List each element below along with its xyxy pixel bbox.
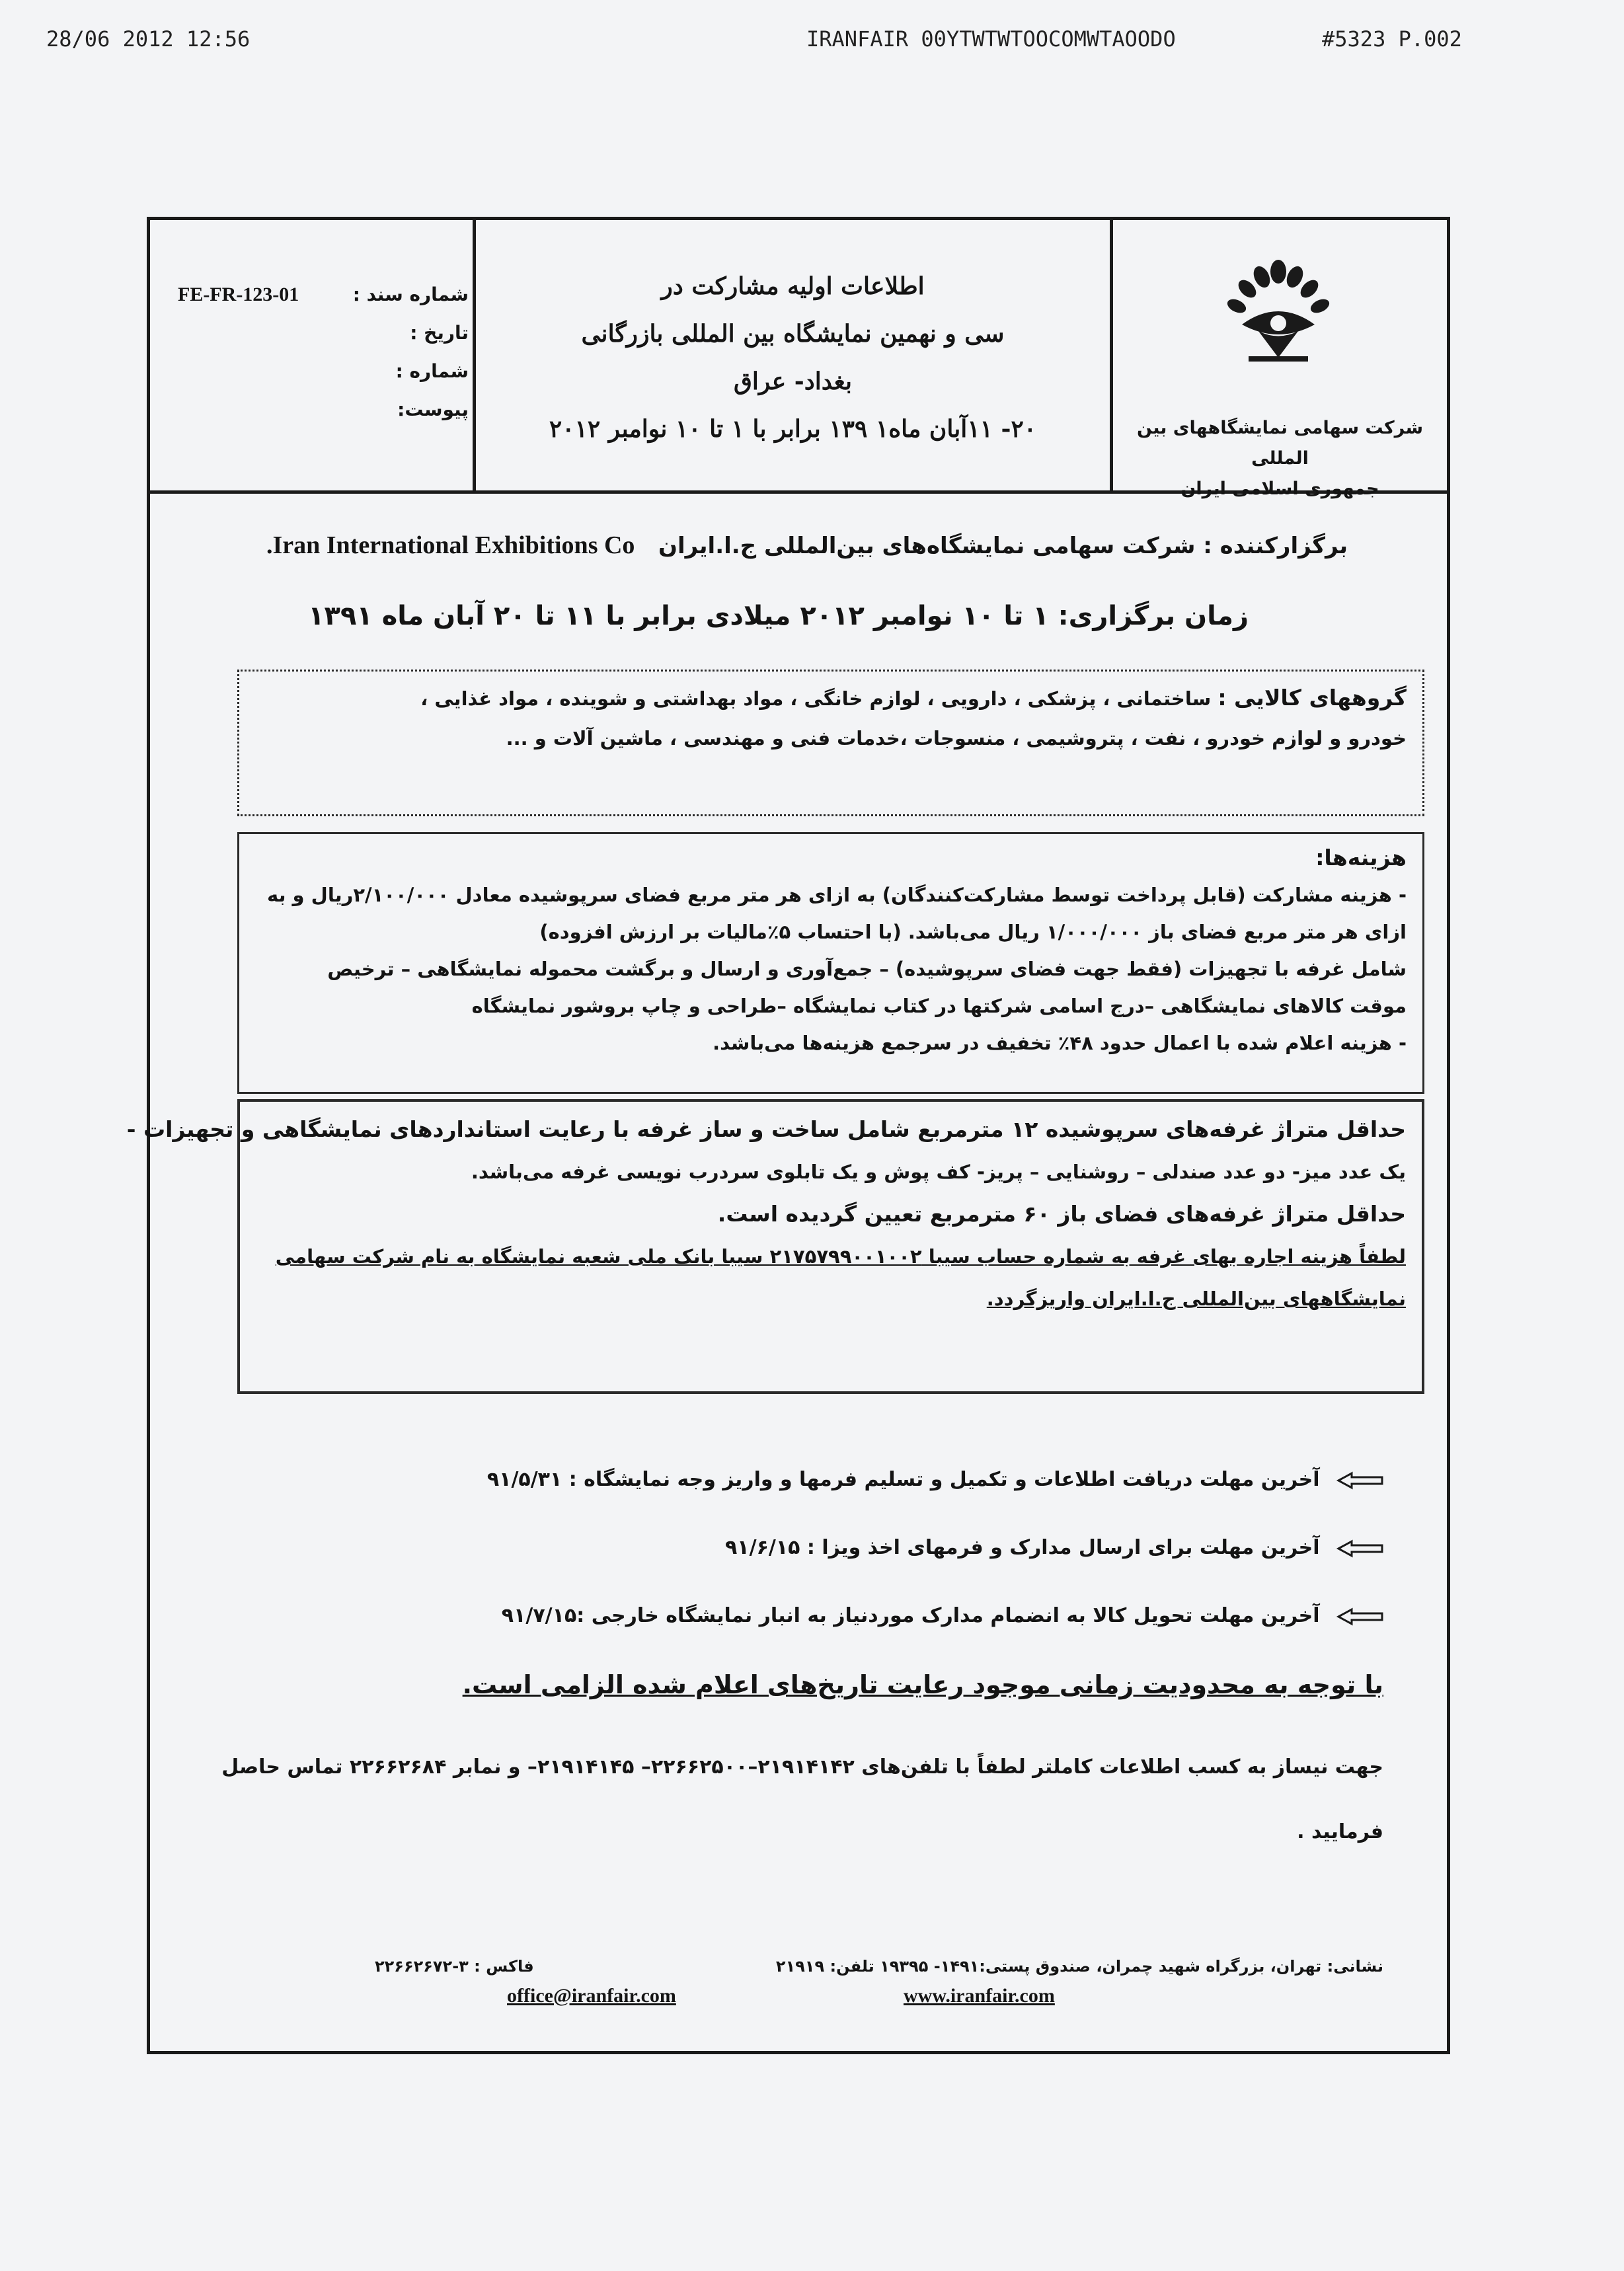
booth-box bbox=[126, 1099, 1424, 1394]
deadline-item-2 bbox=[194, 1536, 1383, 1604]
deadline-notice: با توجه به محدودیت زمانی موجود رعایت تاریخ‌های اعلام شده الزامی است. bbox=[462, 1670, 1383, 1699]
footer-email-link[interactable]: office@iranfair.com bbox=[507, 1985, 676, 2007]
meta-label: شماره سند : bbox=[352, 284, 469, 305]
deadline-text: آخرین مهلت دریافت اطلاعات و تکمیل و تسلیم فرمها و واریز وجه نمایشگاه : ۹۱/۵/۳۱ bbox=[486, 1468, 1320, 1491]
meta-value: FE-FR-123-01 bbox=[178, 284, 299, 305]
title-line-3: بغداد- عراق bbox=[733, 367, 853, 395]
organizer-line bbox=[266, 531, 1348, 560]
product-groups-line1 bbox=[255, 678, 1407, 718]
product-groups-label: گروههای کالایی : bbox=[1218, 685, 1407, 711]
title-line-2: سی و نهمین نمایشگاه بین المللی بازرگانی bbox=[581, 320, 1005, 348]
event-dates: زمان برگزاری: ۱ تا ۱۰ نوامبر ۲۰۱۲ میلادی برابر با ۱۱ تا ۲۰ آبان ماه ۱۳۹۱ bbox=[308, 601, 1249, 631]
company-name-line2: جمهوری اسلامی ایران bbox=[1180, 479, 1379, 499]
company-name-line1: شرکت سهامی نمایشگاههای بین المللی bbox=[1136, 418, 1424, 469]
arrow-left-icon bbox=[1337, 1472, 1383, 1489]
arrow-left-icon bbox=[1337, 1540, 1383, 1557]
title-line-4: ۲۰- ۱۱آبان ماه۱ ۱۳۹ برابر با ۱ تا ۱۰ نوامبر ۲۰۱۲ bbox=[549, 415, 1037, 443]
fax-datetime: 28/06 2012 12:56 bbox=[46, 26, 251, 52]
product-groups-box bbox=[237, 670, 1424, 816]
organizer-name-fa: شرکت سهامی نمایشگاه‌های بین‌المللی ج.ا.ایران bbox=[658, 533, 1196, 559]
booth-line3: حداقل متراژ غرفه‌های فضای باز ۶۰ مترمربع تعیین گردیده است. bbox=[717, 1201, 1406, 1227]
footer-website-link[interactable]: www.iranfair.com bbox=[904, 1985, 1055, 2007]
booth-line1: حداقل متراژ غرفه‌های سرپوشیده ۱۲ مترمربع شامل ساخت و ساز غرفه با رعایت استانداردهای نمایشگاهی و تجهیزات - bbox=[126, 1116, 1406, 1142]
document-title bbox=[476, 262, 1110, 453]
organizer-label: برگزارکننده : bbox=[1203, 533, 1348, 559]
product-groups-text bbox=[255, 678, 1407, 758]
document-meta bbox=[165, 284, 469, 437]
footer-fax: فاکس : ۳-۲۲۶۶۲۶۷۲ bbox=[375, 1957, 534, 1976]
title-column bbox=[473, 220, 1110, 490]
logo-column bbox=[1110, 220, 1447, 499]
product-groups-items: ساختمانی ، پزشکی ، دارویی ، لوازم خانگی ، مواد بهداشتی و شوینده ، مواد غذایی ، bbox=[420, 687, 1212, 710]
deadline-item-3 bbox=[194, 1604, 1383, 1672]
meta-row-attachment bbox=[165, 399, 469, 437]
costs-line1: - هزینه مشارکت (قابل پرداخت توسط مشارکت‌کنندگان) به ازای هر متر مربع فضای سرپوشیده معادل ۲/۱۰۰/۰۰۰ریال و به bbox=[266, 884, 1407, 906]
deadline-text: آخرین مهلت تحویل کالا به انضمام مدارک موردنیاز به انبار نمایشگاه خارجی :۹۱/۷/۱۵ bbox=[501, 1604, 1320, 1627]
document-meta-column bbox=[150, 220, 479, 490]
costs-line5: - هزینه اعلام شده با اعمال حدود ۴۸٪ تخفیف در سرجمع هزینه‌ها می‌باشد. bbox=[713, 1032, 1407, 1054]
fax-page-number: #5323 P.002 bbox=[1322, 26, 1462, 52]
deadline-text: آخرین مهلت برای ارسال مدارک و فرمهای اخذ ویزا : ۹۱/۶/۱۵ bbox=[725, 1536, 1320, 1559]
contact-info bbox=[221, 1735, 1383, 1865]
arrow-left-icon bbox=[1337, 1608, 1383, 1625]
costs-text bbox=[255, 839, 1407, 1061]
fax-header bbox=[46, 26, 1500, 66]
booth-line4: لطفاً هزینه اجاره بهای غرفه به شماره حساب سیبا ۲۱۷۵۷۹۹۰۰۱۰۰۲ سیبا بانک ملی شعبه نمایشگاه به نام شرکت سهامی bbox=[275, 1245, 1406, 1268]
company-logo-icon bbox=[1222, 258, 1334, 364]
document-header bbox=[150, 220, 1447, 499]
product-groups-line2: خودرو و لوازم خودرو ، نفت ، پتروشیمی ، منسوجات ،خدمات فنی و مهندسی ، ماشین آلات و ... bbox=[506, 727, 1407, 750]
meta-label: تاریخ : bbox=[410, 322, 469, 344]
costs-line2: ازای هر متر مربع فضای باز ۱/۰۰۰/۰۰۰ ریال می‌باشد. (با احتساب ۵٪مالیات بر ارزش افزوده) bbox=[539, 921, 1407, 943]
booth-line5: نمایشگاههای بین‌المللی ج.ا.ایران واریزگردد. bbox=[986, 1288, 1406, 1310]
title-line-1: اطلاعات اولیه مشارکت در bbox=[661, 272, 925, 300]
document-footer bbox=[150, 1957, 1447, 2036]
booth-text bbox=[126, 1108, 1406, 1320]
deadline-item-1 bbox=[194, 1468, 1383, 1536]
contact-line2: فرمایید . bbox=[1297, 1820, 1383, 1843]
booth-line2: یک عدد میز- دو عدد صندلی – روشنایی – پریز- کف پوش و یک تابلوی سردرب نویسی غرفه می‌باشد. bbox=[471, 1161, 1406, 1183]
document-frame bbox=[126, 217, 1450, 2054]
costs-line3: شامل غرفه با تجهیزات (فقط جهت فضای سرپوشیده) – جمع‌آوری و ارسال و برگشت محموله نمایشگاهی – ترخیص bbox=[327, 958, 1407, 980]
deadlines-list bbox=[194, 1468, 1383, 1672]
costs-heading: هزینه‌ها: bbox=[1315, 845, 1407, 870]
costs-box bbox=[237, 832, 1424, 1094]
meta-row-number bbox=[165, 360, 469, 399]
footer-address: نشانی: تهران، بزرگراه شهید چمران، صندوق پستی:۱۴۹۱- ۱۹۳۹۵ تلفن: ۲۱۹۱۹ bbox=[775, 1957, 1383, 1976]
meta-label: پیوست: bbox=[397, 399, 469, 420]
company-name bbox=[1113, 413, 1447, 504]
meta-label: شماره : bbox=[395, 360, 469, 382]
contact-line1: جهت نیساز به کسب اطلاعات کاملتر لطفاً با تلفن‌های ۲۱۹۱۴۱۴۲–۲۲۶۶۲۵۰۰– ۲۱۹۱۴۱۴۵– و نمابر ۲۲۶۶۲۶۸۴ تماس حاصل bbox=[221, 1755, 1383, 1779]
costs-line4: موقت کالاهای نمایشگاهی –درج اسامی شرکتها در کتاب نمایشگاه –طراحی و چاپ بروشور نمایشگاه bbox=[471, 995, 1407, 1017]
meta-row-date bbox=[165, 322, 469, 360]
meta-row-doc-number bbox=[165, 284, 469, 322]
organizer-name-en: Iran International Exhibitions Co. bbox=[266, 531, 635, 559]
fax-sender: IRANFAIR 00YTWTWTOOCOMWTAOODO bbox=[806, 26, 1176, 52]
